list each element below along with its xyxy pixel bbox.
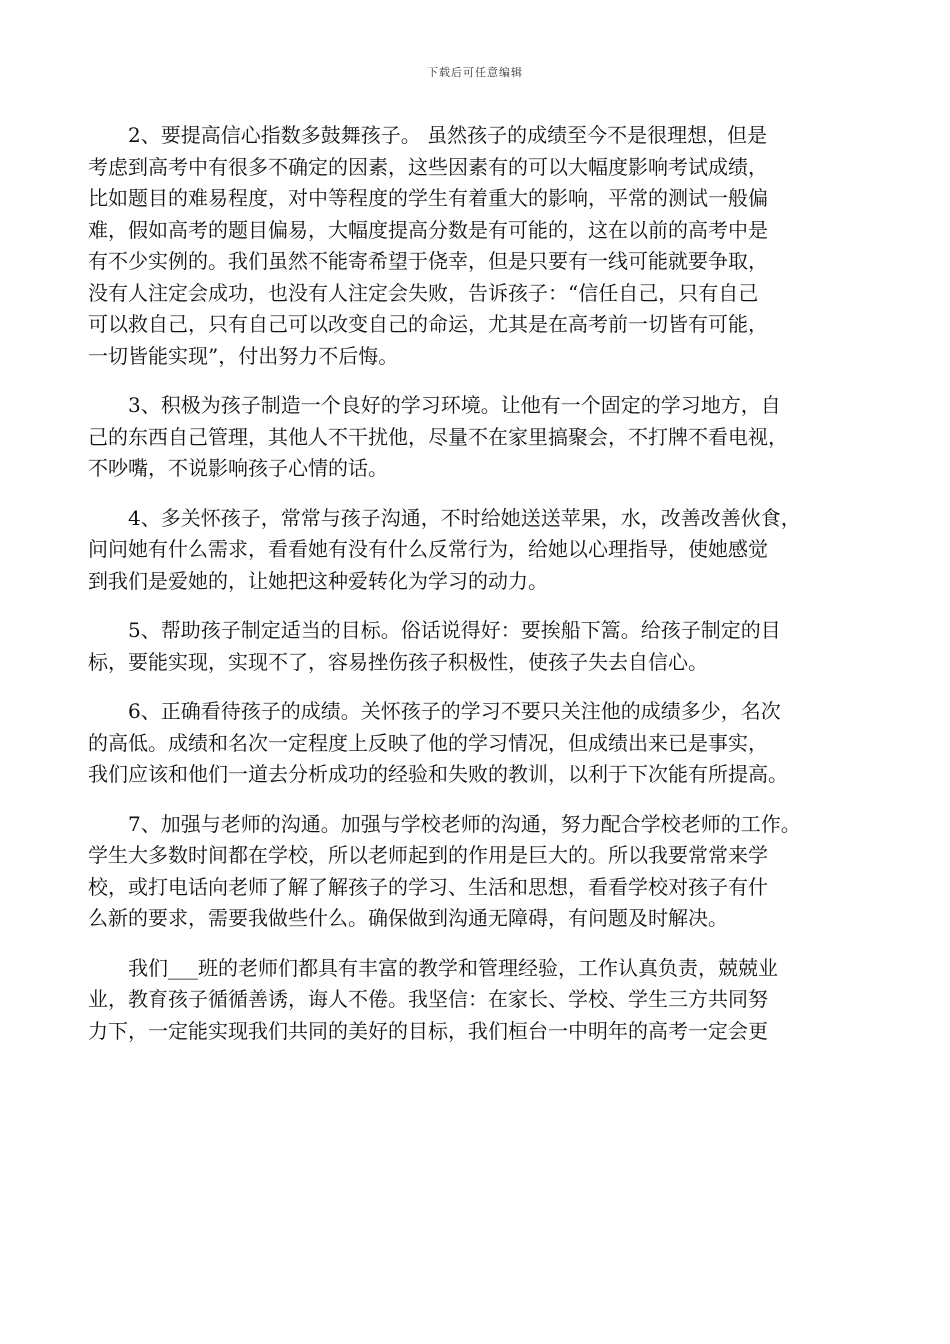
text-line: 4、多关怀孩子，常常与孩子沟通，不时给她送送苹果，水，改善改善伙食， bbox=[88, 505, 801, 530]
paragraph-4 bbox=[88, 503, 868, 598]
text-line: 不吵嘴，不说影响孩子心情的话。 bbox=[88, 456, 388, 480]
text-line: 3、积极为孩子制造一个良好的学习环境。让他有一个固定的学习地方，自 bbox=[88, 393, 781, 417]
text-line: 一切皆能实现”，付出努力不后悔。 bbox=[88, 343, 399, 368]
text-line: 难，假如高考的题目偏易，大幅度提高分数是有可能的，这在以前的高考中是 bbox=[88, 217, 768, 242]
text-line: 业，教育孩子循循善诱，诲人不倦。我坚信：在家长、学校、学生三方共同努 bbox=[88, 987, 768, 1011]
paragraph-closing bbox=[88, 953, 868, 1048]
text-line: 么新的要求，需要我做些什么。确保做到沟通无障碍，有问题及时解决。 bbox=[88, 906, 728, 930]
text-line: 比如题目的难易程度，对中等程度的学生有着重大的影响，平常的测试一般偏 bbox=[88, 186, 768, 210]
text-line: 力下，一定能实现我们共同的美好的目标，我们桓台一中明年的高考一定会更 bbox=[88, 1018, 768, 1043]
paragraph-7 bbox=[88, 809, 868, 935]
paragraph-6 bbox=[88, 696, 868, 791]
text-line: 2、要提高信心指数多鼓舞孩子。 虽然孩子的成绩至今不是很理想，但是 bbox=[88, 123, 768, 147]
text-line: 学生大多数时间都在学校，所以老师起到的作用是巨大的。所以我要常常来学 bbox=[88, 843, 768, 867]
text-line: 6、正确看待孩子的成绩。关怀孩子的学习不要只关注他的成绩多少，名次 bbox=[88, 699, 781, 723]
text-line: 标，要能实现，实现不了，容易挫伤孩子积极性，使孩子失去自信心。 bbox=[88, 649, 708, 674]
text-line: 的高低。成绩和名次一定程度上反映了他的学习情况，但成绩出来已是事实， bbox=[88, 730, 768, 755]
text-line: 5、帮助孩子制定适当的目标。俗话说得好：要挨船下篙。给孩子制定的目 bbox=[88, 618, 781, 642]
page-header: 下载后可任意编辑 bbox=[427, 66, 523, 79]
text-line: 我们应该和他们一道去分析成功的经验和失败的教训，以利于下次能有所提高。 bbox=[88, 762, 788, 786]
paragraph-2 bbox=[88, 120, 868, 372]
paragraph-5 bbox=[88, 615, 868, 678]
text-line: 7、加强与老师的沟通。加强与学校老师的沟通，努力配合学校老师的工作。 bbox=[88, 811, 801, 836]
text-line: 到我们是爱她的，让她把这种爱转化为学习的动力。 bbox=[88, 568, 548, 593]
text-line: 己的东西自己管理，其他人不干扰他，尽量不在家里搞聚会，不打牌不看电视， bbox=[88, 424, 788, 449]
text-line: 可以救自己，只有自己可以改变自己的命运，尤其是在高考前一切皆有可能， bbox=[88, 312, 768, 336]
text-line: 没有人注定会成功，也没有人注定会失败，告诉孩子：“信任自己，只有自己 bbox=[88, 280, 759, 305]
paragraph-3 bbox=[88, 390, 868, 485]
text-line: 有不少实例的。我们虽然不能寄希望于侥幸，但是只要有一线可能就要争取， bbox=[88, 249, 768, 273]
text-line: 校，或打电话向老师了解了解孩子的学习、生活和思想，看看学校对孩子有什 bbox=[88, 874, 768, 899]
document-body bbox=[88, 120, 868, 1065]
text-line: 我们___班的老师们都具有丰富的教学和管理经验，工作认真负责，兢兢业 bbox=[88, 955, 778, 980]
text-line: 问问她有什么需求，看看她有没有什么反常行为，给她以心理指导，使她感觉 bbox=[88, 537, 768, 561]
text-line: 考虑到高考中有很多不确定的因素，这些因素有的可以大幅度影响考试成绩， bbox=[88, 154, 768, 179]
